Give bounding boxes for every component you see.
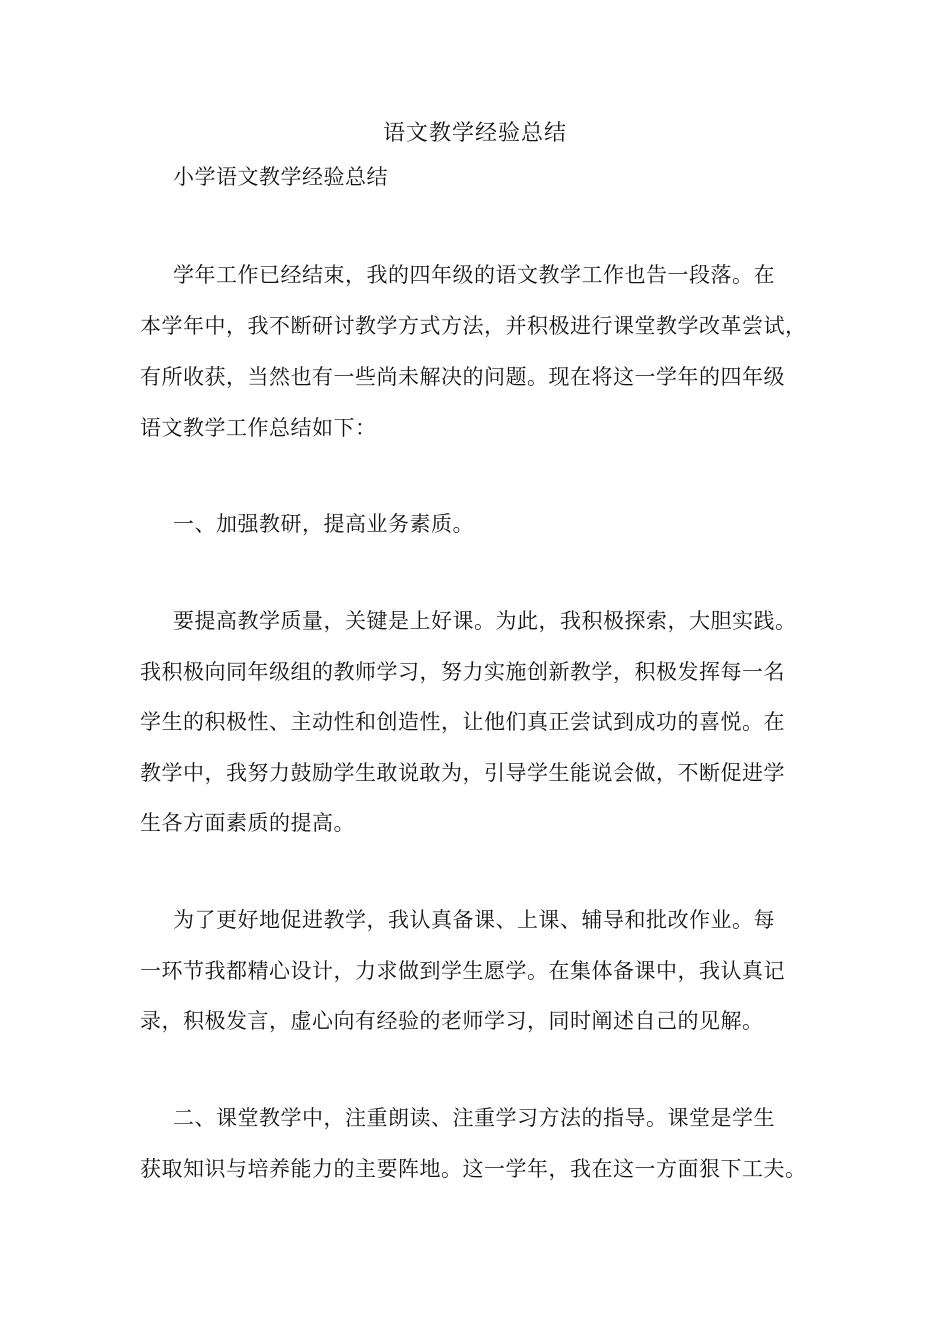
paragraph-line: 学生的积极性、主动性和创造性，让他们真正尝试到成功的喜悦。在 — [140, 710, 785, 734]
section-heading: 一、加强教研，提高业务素质。 — [173, 512, 474, 536]
document-title: 语文教学经验总结 — [382, 121, 567, 146]
section-heading: 二、课堂教学中，注重朗读、注重学习方法的指导。课堂是学生 — [173, 1106, 775, 1130]
paragraph-line: 本学年中，我不断研讨教学方式方法，并积极进行课堂教学改革尝试， — [140, 314, 807, 338]
paragraph-line: 生各方面素质的提高。 — [140, 811, 355, 835]
paragraph-line: 要提高教学质量，关键是上好课。为此，我积极探索，大胆实践。 — [173, 609, 797, 633]
paragraph-line: 一环节我都精心设计，力求做到学生愿学。在集体备课中，我认真记 — [140, 959, 785, 983]
paragraph-line: 为了更好地促进教学，我认真备课、上课、辅导和批改作业。每 — [173, 908, 775, 932]
paragraph-line: 获取知识与培养能力的主要阵地。这一学年，我在这一方面狠下工夫。 — [140, 1157, 807, 1181]
paragraph-line: 有所收获，当然也有一些尚未解决的问题。现在将这一学年的四年级 — [140, 365, 785, 389]
document-subtitle: 小学语文教学经验总结 — [173, 165, 388, 189]
paragraph-line: 录，积极发言，虚心向有经验的老师学习，同时阐述自己的见解。 — [140, 1009, 764, 1033]
paragraph-line: 语文教学工作总结如下： — [140, 416, 377, 440]
paragraph-line: 我积极向同年级组的教师学习，努力实施创新教学，积极发挥每一名 — [140, 660, 785, 684]
paragraph-line: 教学中，我努力鼓励学生敢说敢为，引导学生能说会做，不断促进学 — [140, 761, 785, 785]
paragraph-line: 学年工作已经结束，我的四年级的语文教学工作也告一段落。在 — [173, 263, 775, 287]
